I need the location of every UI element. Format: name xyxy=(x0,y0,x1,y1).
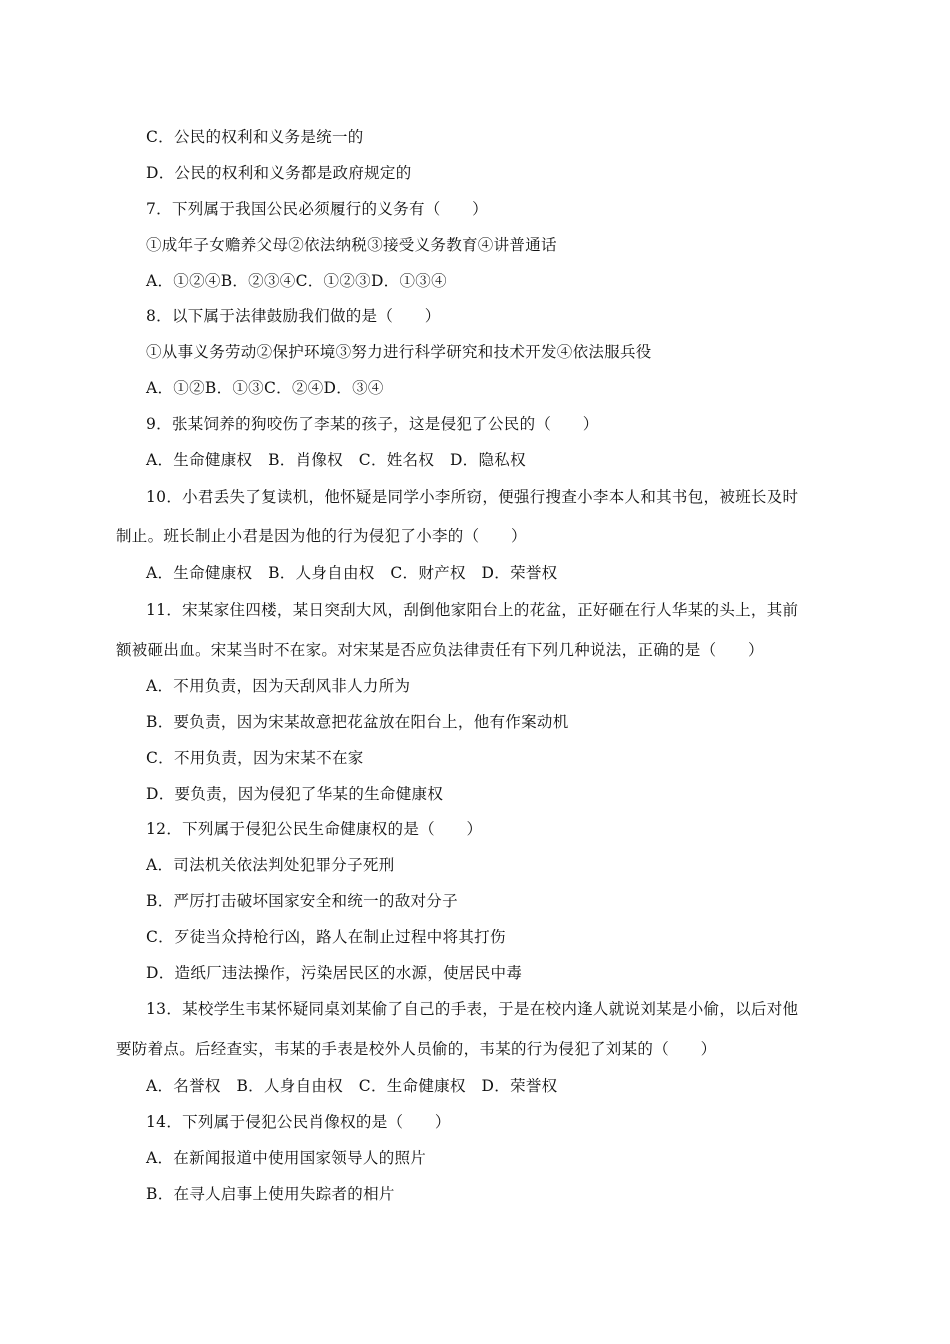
question-10-cont: 制止。班长制止小君是因为他的行为侵犯了小李的（ ） xyxy=(116,527,527,545)
question-10-options: A．生命健康权 B．人身自由权 C．财产权 D．荣誉权 xyxy=(146,564,558,582)
question-7: 7．下列属于我国公民必须履行的义务有（ ） xyxy=(146,200,488,218)
option-12d: D．造纸厂违法操作，污染居民区的水源，使居民中毒 xyxy=(146,964,523,982)
option-12b: B．严厉打击破坏国家安全和统一的敌对分子 xyxy=(146,892,458,910)
question-13-cont: 要防着点。后经查实，韦某的手表是校外人员偷的，韦某的行为侵犯了刘某的（ ） xyxy=(116,1040,717,1058)
option-6c: C．公民的权利和义务是统一的 xyxy=(146,128,364,146)
question-13: 13．某校学生韦某怀疑同桌刘某偷了自己的手表，于是在校内逢人就说刘某是小偷，以后对他 xyxy=(146,1000,799,1018)
question-11-cont: 额被砸出血。宋某当时不在家。对宋某是否应负法律责任有下列几种说法，正确的是（ ） xyxy=(116,641,764,659)
question-9-options: A．生命健康权 B．肖像权 C．姓名权 D．隐私权 xyxy=(146,451,526,469)
question-10: 10．小君丢失了复读机，他怀疑是同学小李所窃，便强行搜查小李本人和其书包，被班长及时 xyxy=(146,488,799,506)
option-12c: C．歹徒当众持枪行凶，路人在制止过程中将其打伤 xyxy=(146,928,506,946)
question-13-options: A．名誉权 B．人身自由权 C．生命健康权 D．荣誉权 xyxy=(146,1077,558,1095)
option-11a: A．不用负责，因为天刮风非人力所为 xyxy=(146,677,411,695)
question-8-items: ①从事义务劳动②保护环境③努力进行科学研究和技术开发④依法服兵役 xyxy=(146,343,652,361)
option-11c: C．不用负责，因为宋某不在家 xyxy=(146,749,364,767)
question-8-options: A．①②B．①③C．②④D．③④ xyxy=(146,379,384,397)
question-14: 14．下列属于侵犯公民肖像权的是（ ） xyxy=(146,1113,451,1131)
option-6d: D．公民的权利和义务都是政府规定的 xyxy=(146,164,412,182)
question-7-options: A．①②④B．②③④C．①②③D．①③④ xyxy=(146,272,447,290)
option-11b: B．要负责，因为宋某故意把花盆放在阳台上，他有作案动机 xyxy=(146,713,569,731)
option-11d: D．要负责，因为侵犯了华某的生命健康权 xyxy=(146,785,444,803)
option-14b: B．在寻人启事上使用失踪者的相片 xyxy=(146,1185,395,1203)
question-9: 9．张某饲养的狗咬伤了李某的孩子，这是侵犯了公民的（ ） xyxy=(146,415,599,433)
option-14a: A．在新闻报道中使用国家领导人的照片 xyxy=(146,1149,427,1167)
question-7-items: ①成年子女赡养父母②依法纳税③接受义务教育④讲普通话 xyxy=(146,236,557,254)
question-11: 11．宋某家住四楼，某日突刮大风，刮倒他家阳台上的花盆，正好砸在行人华某的头上，其前 xyxy=(146,601,799,619)
question-12: 12．下列属于侵犯公民生命健康权的是（ ） xyxy=(146,820,483,838)
question-8: 8．以下属于法律鼓励我们做的是（ ） xyxy=(146,307,441,325)
option-12a: A．司法机关依法判处犯罪分子死刑 xyxy=(146,856,395,874)
